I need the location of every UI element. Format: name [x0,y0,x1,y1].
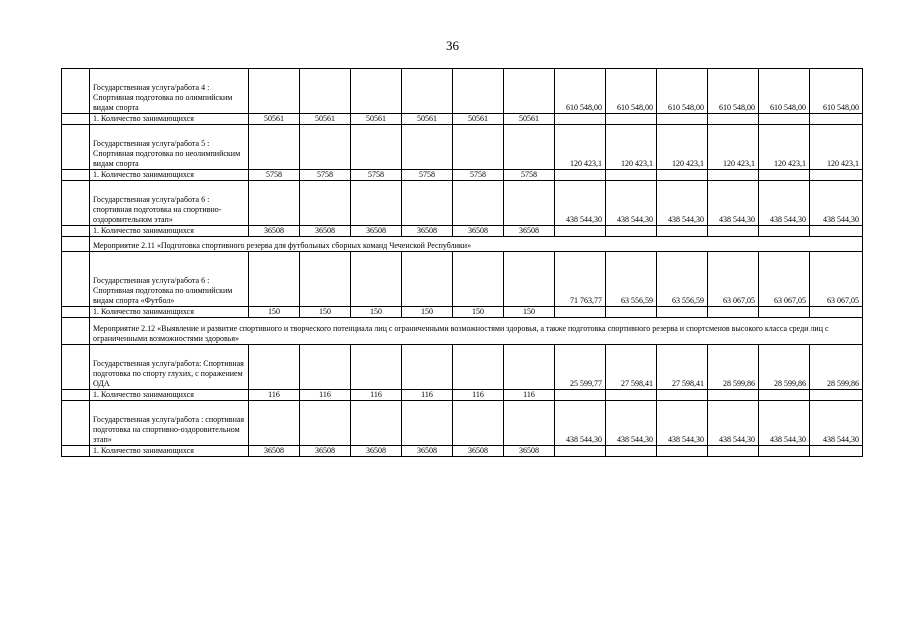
count-value: 116 [504,390,555,401]
empty-cell [504,69,555,114]
count-value: 5758 [351,170,402,181]
empty-cell [759,114,810,125]
empty-cell [300,125,351,170]
empty-cell [351,181,402,226]
empty-cell [300,345,351,390]
row-stub-cell [62,345,90,390]
count-row [62,446,863,457]
empty-cell [810,307,863,318]
row-stub-cell [62,69,90,114]
empty-cell [759,390,810,401]
empty-cell [759,446,810,457]
empty-cell [657,114,708,125]
empty-cell [657,307,708,318]
count-value: 5758 [504,170,555,181]
empty-cell [453,401,504,446]
count-value: 36508 [402,226,453,237]
empty-cell [402,69,453,114]
count-value: 36508 [249,226,300,237]
empty-cell [657,170,708,181]
row-stub-cell [62,170,90,181]
count-value: 50561 [300,114,351,125]
service-label: Государственная услуга/работа 6 : спортивная подготовка на спортивно-оздоровительном этап» [90,181,249,226]
empty-cell [810,226,863,237]
service-row [62,345,863,390]
count-value: 50561 [504,114,555,125]
empty-cell [606,170,657,181]
empty-cell [555,226,606,237]
financing-value: 438 544,30 [555,181,606,226]
empty-cell [657,390,708,401]
row-stub-cell [62,252,90,307]
count-label: 1. Количество занимающихся [90,114,249,125]
empty-cell [504,252,555,307]
empty-cell [249,252,300,307]
count-value: 36508 [504,226,555,237]
financing-value: 438 544,30 [759,401,810,446]
financing-value: 28 599,86 [810,345,863,390]
empty-cell [606,307,657,318]
count-row [62,307,863,318]
financing-value: 120 423,1 [810,125,863,170]
empty-cell [402,252,453,307]
service-label: Государственная услуга/работа 4 : Спортивная подготовка по олимпийским видам спорта [90,69,249,114]
table-body [62,69,863,457]
empty-cell [606,114,657,125]
empty-cell [810,390,863,401]
financing-value: 63 556,59 [606,252,657,307]
count-value: 50561 [402,114,453,125]
empty-cell [300,181,351,226]
empty-cell [453,252,504,307]
empty-cell [759,226,810,237]
empty-cell [402,181,453,226]
count-value: 36508 [453,446,504,457]
financing-value: 71 763,77 [555,252,606,307]
empty-cell [351,125,402,170]
empty-cell [810,446,863,457]
row-stub-cell [62,318,90,345]
service-row [62,252,863,307]
empty-cell [657,446,708,457]
count-value: 50561 [351,114,402,125]
count-value: 50561 [453,114,504,125]
count-label: 1. Количество занимающихся [90,307,249,318]
count-value: 36508 [504,446,555,457]
empty-cell [657,226,708,237]
empty-cell [708,170,759,181]
empty-cell [504,125,555,170]
financing-value: 438 544,30 [606,401,657,446]
service-label: Государственная услуга/работа : спортивная подготовка на спортивно-оздоровительном этап» [90,401,249,446]
row-stub-cell [62,114,90,125]
empty-cell [708,446,759,457]
financing-value: 610 548,00 [810,69,863,114]
financing-value: 438 544,30 [657,401,708,446]
count-value: 150 [249,307,300,318]
financing-value: 438 544,30 [555,401,606,446]
count-value: 150 [504,307,555,318]
empty-cell [708,226,759,237]
count-value: 116 [402,390,453,401]
count-value: 5758 [402,170,453,181]
empty-cell [402,125,453,170]
empty-cell [300,69,351,114]
count-value: 150 [453,307,504,318]
count-value: 36508 [300,226,351,237]
financing-value: 610 548,00 [606,69,657,114]
row-stub-cell [62,226,90,237]
service-row [62,401,863,446]
empty-cell [351,252,402,307]
financing-value: 610 548,00 [759,69,810,114]
count-value: 5758 [249,170,300,181]
count-row [62,114,863,125]
count-row [62,226,863,237]
empty-cell [249,181,300,226]
service-row [62,125,863,170]
count-value: 36508 [249,446,300,457]
service-label: Государственная услуга/работа 6 : Спортивная подготовка по олимпийским видам спорта «Футбол» [90,252,249,307]
service-label: Государственная услуга/работа: Спортивная подготовка по спорту глухих, с поражением ОДА [90,345,249,390]
count-label: 1. Количество занимающихся [90,226,249,237]
empty-cell [351,401,402,446]
row-stub-cell [62,181,90,226]
service-label: Государственная услуга/работа 5 : Спортивная подготовка по неолимпийским видам спорта [90,125,249,170]
count-value: 150 [402,307,453,318]
page-number: 36 [446,38,459,53]
empty-cell [555,170,606,181]
financing-value: 438 544,30 [606,181,657,226]
empty-cell [351,345,402,390]
count-value: 36508 [351,226,402,237]
service-row [62,181,863,226]
empty-cell [504,181,555,226]
empty-cell [402,401,453,446]
financing-value: 438 544,30 [810,401,863,446]
row-stub-cell [62,125,90,170]
count-value: 50561 [249,114,300,125]
financing-value: 438 544,30 [759,181,810,226]
empty-cell [351,69,402,114]
count-value: 150 [300,307,351,318]
event-title: Мероприятие 2.12 «Выявление и развитие спортивного и творческого потенциала лиц с ограниченными возможностями здоровья, а также подготовка спортивного резерва и спортсменов высокого класса среди лиц с ограниченными возможностями здоровья» [90,318,863,345]
count-value: 36508 [300,446,351,457]
empty-cell [300,252,351,307]
financing-value: 27 598,41 [606,345,657,390]
count-label: 1. Количество занимающихся [90,390,249,401]
empty-cell [402,345,453,390]
empty-cell [708,390,759,401]
financing-value: 28 599,86 [708,345,759,390]
count-row [62,170,863,181]
financing-value: 438 544,30 [810,181,863,226]
empty-cell [759,170,810,181]
empty-cell [453,345,504,390]
empty-cell [810,170,863,181]
count-value: 150 [351,307,402,318]
empty-cell [555,446,606,457]
count-value: 116 [453,390,504,401]
financing-value: 63 067,05 [708,252,759,307]
empty-cell [708,307,759,318]
financing-value: 25 599,77 [555,345,606,390]
row-stub-cell [62,446,90,457]
financing-value: 27 598,41 [657,345,708,390]
financing-value: 28 599,86 [759,345,810,390]
empty-cell [249,401,300,446]
empty-cell [606,446,657,457]
empty-cell [504,345,555,390]
empty-cell [453,181,504,226]
empty-cell [249,125,300,170]
count-label: 1. Количество занимающихся [90,446,249,457]
empty-cell [300,401,351,446]
financing-value: 120 423,1 [606,125,657,170]
empty-cell [555,390,606,401]
financing-value: 120 423,1 [657,125,708,170]
event-row [62,318,863,345]
services-table [61,68,863,457]
financing-value: 120 423,1 [759,125,810,170]
service-row [62,69,863,114]
row-stub-cell [62,390,90,401]
financing-value: 120 423,1 [708,125,759,170]
count-value: 5758 [453,170,504,181]
empty-cell [555,307,606,318]
count-value: 116 [351,390,402,401]
count-value: 36508 [351,446,402,457]
event-row [62,237,863,252]
empty-cell [249,345,300,390]
financing-value: 438 544,30 [708,401,759,446]
financing-value: 610 548,00 [555,69,606,114]
row-stub-cell [62,401,90,446]
financing-value: 438 544,30 [708,181,759,226]
financing-value: 438 544,30 [657,181,708,226]
count-value: 116 [300,390,351,401]
empty-cell [810,114,863,125]
count-row [62,390,863,401]
financing-value: 610 548,00 [657,69,708,114]
count-value: 36508 [453,226,504,237]
financing-value: 63 556,59 [657,252,708,307]
empty-cell [606,390,657,401]
row-stub-cell [62,237,90,252]
empty-cell [759,307,810,318]
empty-cell [453,125,504,170]
financing-value: 63 067,05 [810,252,863,307]
count-value: 116 [249,390,300,401]
empty-cell [504,401,555,446]
count-value: 5758 [300,170,351,181]
row-stub-cell [62,307,90,318]
financing-value: 120 423,1 [555,125,606,170]
financing-value: 63 067,05 [759,252,810,307]
empty-cell [453,69,504,114]
count-value: 36508 [402,446,453,457]
event-title: Мероприятие 2.11 «Подготовка спортивного резерва для футбольных сборных команд Чеченской Республики» [90,237,863,252]
empty-cell [555,114,606,125]
financing-value: 610 548,00 [708,69,759,114]
empty-cell [249,69,300,114]
empty-cell [606,226,657,237]
empty-cell [708,114,759,125]
count-label: 1. Количество занимающихся [90,170,249,181]
